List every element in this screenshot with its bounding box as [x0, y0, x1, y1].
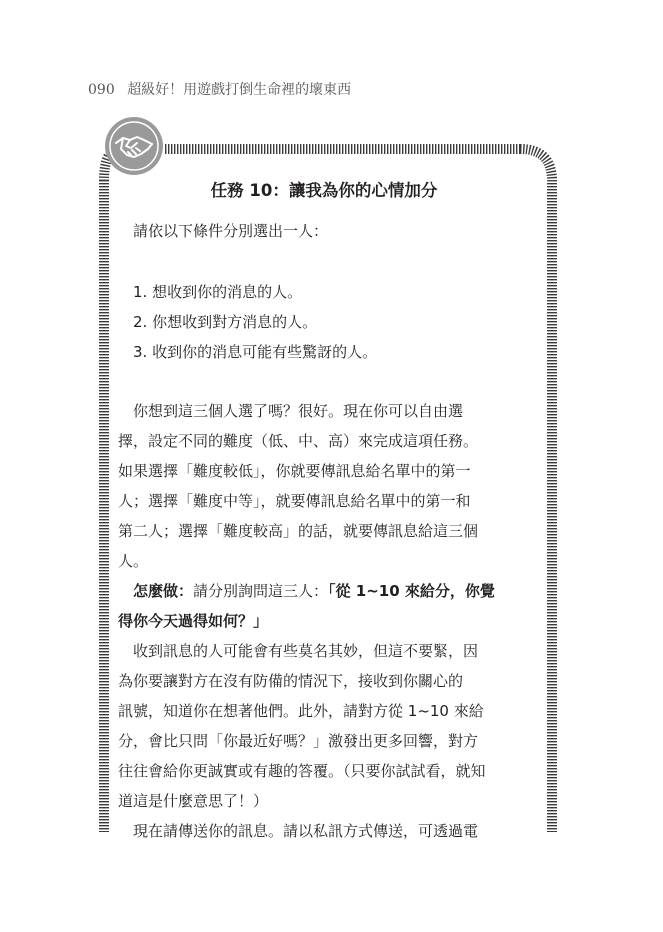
paragraph-line: 人。 [118, 552, 149, 570]
howto-text: 請分別詢問這三人： [193, 582, 329, 600]
paragraph-line: 訊號，知道你在想著他們。此外，請對方從 1~10 來給 [118, 702, 484, 720]
mission-title: 任務 10：讓我為你的心情加分 [210, 181, 438, 200]
list-item: 2. 你想收到對方消息的人。 [133, 313, 318, 331]
mission-intro: 請依以下條件分別選出一人： [133, 222, 329, 240]
paragraph-line: 現在請傳送你的訊息。請以私訊方式傳送，可透過電 [133, 822, 479, 840]
howto-label: 怎麼做： [133, 582, 194, 600]
howto-quote: 「從 1~10 來給分，你覺 [328, 582, 495, 600]
paragraph-line: 往往會給你更誠實或有趣的答覆。（只要你試試看，就知 [118, 762, 486, 780]
paragraph-line: 如果選擇「難度較低」，你就要傳訊息給名單中的第一 [118, 462, 471, 480]
paragraph-line: 第二人；選擇「難度較高」的話，就要傳訊息給這三個 [118, 522, 479, 540]
paragraph-line: 收到訊息的人可能會有些莫名其妙，但這不要緊，因 [133, 642, 479, 660]
paragraph-line: 擇，設定不同的難度（低、中、高）來完成這項任務。 [118, 432, 479, 450]
howto-line [118, 580, 495, 601]
list-item: 3. 收到你的消息可能有些驚訝的人。 [133, 343, 378, 361]
handshake-icon [104, 116, 164, 176]
page-number: 090 [88, 82, 115, 98]
paragraph-line: 道這是什麼意思了！） [118, 792, 269, 810]
paragraph-line: 你想到這三個人選了嗎？很好。現在你可以自由選 [133, 402, 464, 420]
paragraph-line: 為你要讓對方在沒有防備的情況下，接收到你關心的 [118, 672, 464, 690]
paragraph-line: 分，會比只問「你最近好嗎？」激發出更多回響，對方 [118, 732, 479, 750]
book-title: 超級好！用遊戲打倒生命裡的壞東西 [127, 82, 352, 98]
howto-quote-cont: 得你今天過得如何？」 [118, 612, 269, 630]
paragraph-line: 人；選擇「難度中等」，就要傳訊息給名單中的第一和 [118, 492, 471, 510]
list-item: 1. 想收到你的消息的人。 [133, 283, 303, 301]
